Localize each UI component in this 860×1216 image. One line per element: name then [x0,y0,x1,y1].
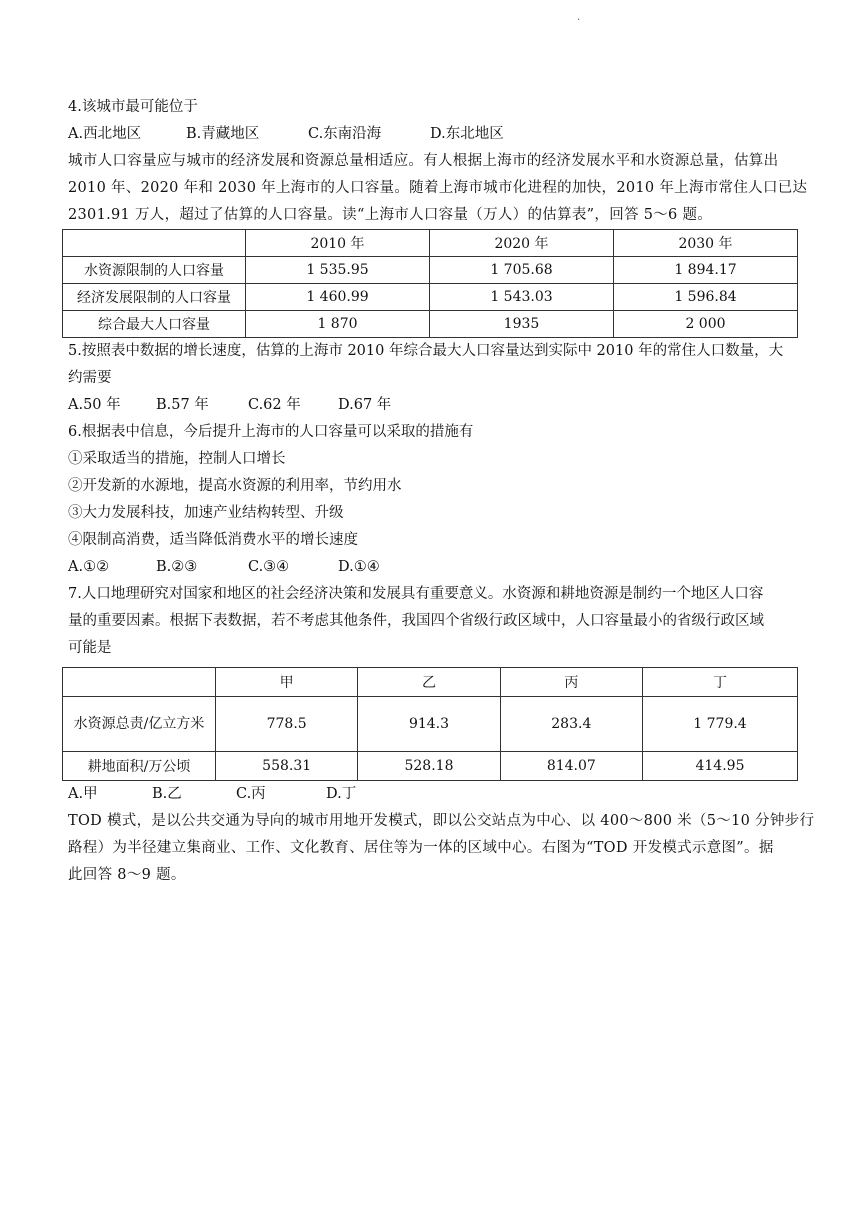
q7-stem-line-3: 可能是 [68,640,112,656]
table2-row-farmland [63,752,798,781]
header-mark: . [577,12,581,23]
table1-cell: 1 596.84 [614,284,798,311]
q7-option-b[interactable]: B.乙 [152,786,182,802]
table1-row-label: 综合最大人口容量 [63,311,246,338]
table1-cell: 1 894.17 [614,257,798,284]
q6-item-3: ③大力发展科技，加速产业结构转型、升级 [68,505,344,521]
q5-option-b[interactable]: B.57 年 [156,397,209,413]
passage2-line-2: 路程）为半径建立集商业、工作、文化教育、居住等为一体的区域中心。右图为“TOD 开发模式示意图”。据 [68,840,774,856]
table2-row-label [63,697,216,752]
passage1-line-3: 2301.91 万人，超过了估算的人口容量。读“上海市人口容量（万人）的估算表”，回答 5～6 题。 [68,207,713,223]
table2-cell: 528.18 [358,752,500,781]
resource-table [62,667,798,781]
q6-option-d[interactable]: D.①④ [338,559,380,575]
table1-row-water [63,257,798,284]
table2-row-water [63,697,798,752]
table1-row-max [63,311,798,338]
table1-header-2020: 2020 年 [430,230,614,257]
table1-row-label: 经济发展限制的人口容量 [63,284,246,311]
q5-option-d[interactable]: D.67 年 [338,397,392,413]
table2-cell: 1 779.4 [642,697,797,752]
passage1-line-2: 2010 年、2020 年和 2030 年上海市的人口容量。随着上海市城市化进程的加快，2010 年上海市常住人口已达 [68,180,808,196]
table1-cell: 1 705.68 [430,257,614,284]
q4-stem: 4.该城市最可能位于 [68,99,198,115]
q6-option-c[interactable]: C.③④ [248,559,290,575]
q6-option-a[interactable]: A.①② [68,559,110,575]
table2-header-ding: 丁 [642,668,797,697]
table2-row-label: 耕地面积/万公顷 [63,752,216,781]
table2-header-blank [63,668,216,697]
q7-options [68,781,798,808]
q5-option-a[interactable]: A.50 年 [68,397,121,413]
q7-stem-line-1: 7.人口地理研究对国家和地区的社会经济决策和发展具有重要意义。水资源和耕地资源是制约一个地区人口容 [68,586,764,602]
q5-stem-line-2: 约需要 [68,370,112,386]
table1-header-row [63,230,798,257]
q5-options [68,392,798,419]
q7-option-c[interactable]: C.丙 [236,786,266,802]
q6-stem: 6.根据表中信息，今后提升上海市的人口容量可以采取的措施有 [68,424,474,440]
table1-row-label: 水资源限制的人口容量 [63,257,246,284]
q7-option-d[interactable]: D.丁 [326,786,357,802]
q4-option-c[interactable]: C.东南沿海 [308,126,382,142]
table2-cell: 558.31 [216,752,358,781]
table2-cell: 414.95 [642,752,797,781]
table1-cell: 1 870 [246,311,430,338]
document-body [68,94,815,889]
q4-option-a[interactable]: A.西北地区 [68,126,142,142]
q6-options [68,554,798,581]
table2-cell: 778.5 [216,697,358,752]
table2-header-bing: 丙 [500,668,642,697]
q4-options [68,121,798,148]
population-capacity-table [62,229,798,338]
table1-row-economy [63,284,798,311]
table1-header-2010: 2010 年 [246,230,430,257]
table2-header-yi: 乙 [358,668,500,697]
q6-option-b[interactable]: B.②③ [156,559,198,575]
table2-header-row [63,668,798,697]
table1-cell: 2 000 [614,311,798,338]
passage2-line-3: 此回答 8～9 题。 [68,867,186,883]
table2-header-jia: 甲 [216,668,358,697]
table2-cell: 283.4 [500,697,642,752]
q5-option-c[interactable]: C.62 年 [248,397,301,413]
q5-stem-line-1: 5.按照表中数据的增长速度，估算的上海市 2010 年综合最大人口容量达到实际中 2010 年的常住人口数量，大 [68,343,784,359]
table2-cell: 814.07 [500,752,642,781]
table1-cell: 1 543.03 [430,284,614,311]
table2-row-label-text: 水资源总责/亿立方米 [73,716,205,732]
table1-header-2030: 2030 年 [614,230,798,257]
q4-option-b[interactable]: B.青藏地区 [186,126,260,142]
table1-header-blank [63,230,246,257]
table2-cell: 914.3 [358,697,500,752]
q4-option-d[interactable]: D.东北地区 [430,126,504,142]
q6-item-2: ②开发新的水源地，提高水资源的利用率，节约用水 [68,478,402,494]
passage1-line-1: 城市人口容量应与城市的经济发展和资源总量相适应。有人根据上海市的经济发展水平和水资源总量，估算出 [68,153,779,169]
q6-item-4: ④限制高消费，适当降低消费水平的增长速度 [68,532,358,548]
table1-cell: 1935 [430,311,614,338]
table1-cell: 1 535.95 [246,257,430,284]
q7-option-a[interactable]: A.甲 [68,786,98,802]
q6-item-1: ①采取适当的措施，控制人口增长 [68,451,286,467]
table1-cell: 1 460.99 [246,284,430,311]
passage2-line-1: TOD 模式，是以公共交通为导向的城市用地开发模式，即以公交站点为中心、以 400～800 米（5～10 分钟步行 [68,813,815,829]
q7-stem-line-2: 量的重要因素。根据下表数据，若不考虑其他条件，我国四个省级行政区域中，人口容量最小的省级行政区域 [68,613,764,629]
